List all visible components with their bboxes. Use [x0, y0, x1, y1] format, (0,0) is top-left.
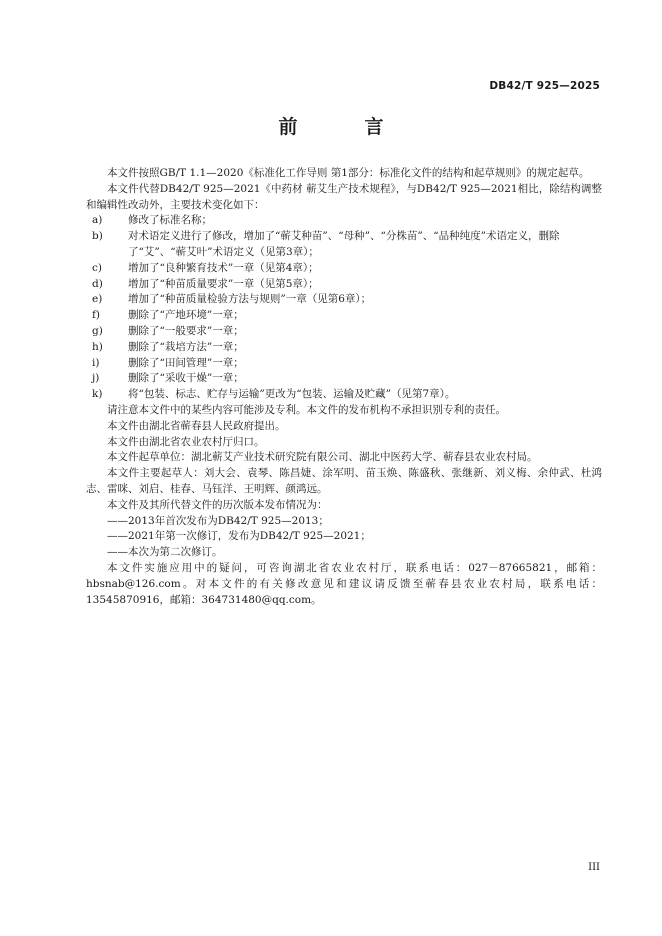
list-item-text: 增加了“种苗质量要求”一章（见第5章）；: [128, 277, 319, 290]
paragraph: 本文件及其所代替文件的历次版本发布情况为：: [107, 498, 328, 511]
foreword-body: [86, 166, 602, 608]
list-item-text: 删除了“一般要求”一章；: [128, 324, 244, 337]
list-marker: a): [92, 214, 103, 227]
list-marker: f): [92, 309, 100, 322]
page-title: 前 言: [278, 116, 408, 138]
document-code: DB42/T 925—2025: [489, 80, 600, 92]
list-item-text: 增加了“良种繁育技术”一章（见第4章）；: [128, 261, 319, 274]
list-item: [86, 356, 602, 372]
list-marker: h): [92, 340, 103, 353]
list-item: [86, 229, 602, 261]
list-marker: i): [92, 356, 100, 369]
list-item: [86, 213, 602, 229]
history-item: ——2021年第一次修订，发布为DB42/T 925—2021；: [107, 530, 371, 543]
list-item-text: 删除了“栽培方法”一章；: [128, 340, 244, 353]
paragraph: 请注意本文件中的某些内容可能涉及专利。本文件的发布机构不承担识别专利的责任。: [107, 403, 506, 416]
list-item: [86, 387, 602, 403]
list-item-text: 对术语定义进行了修改，增加了“蕲艾种苗”、“母种”、“分株苗”、“品种纯度”术语定义，删除了“艾”、“蕲艾叶”术语定义（见第3章）；: [128, 230, 560, 258]
list-marker: g): [92, 324, 103, 337]
paragraph: 本文件由湖北省农业农村厅归口。: [107, 435, 265, 448]
paragraph: 本文件主要起草人：刘大会、袁琴、陈昌婕、涂军明、苗玉焕、陈盛秋、张继新、刘义梅、余仲武、杜鸿志、雷咪、刘启、桂春、马钰洋、王明辉、颜鸿远。: [86, 467, 602, 495]
list-item-text: 删除了“采收干燥”一章；: [128, 372, 244, 385]
list-item: [86, 308, 602, 324]
list-item: [86, 261, 602, 277]
list-item-text: 删除了“产地环境”一章；: [128, 309, 244, 322]
list-item: [86, 277, 602, 293]
list-marker: k): [92, 388, 103, 401]
history-item: ——本次为第二次修订。: [107, 546, 223, 559]
list-item-text: 修改了标准名称；: [128, 214, 212, 227]
list-marker: j): [92, 372, 100, 385]
list-item-text: 删除了“田间管理”一章；: [128, 356, 244, 369]
page-number: III: [588, 862, 600, 873]
paragraph: 本文件由湖北省蕲春县人民政府提出。: [107, 419, 286, 432]
paragraph: 本文件按照GB/T 1.1—2020《标准化工作导则 第1部分：标准化文件的结构和起草规则》的规定起草。: [107, 167, 590, 179]
list-item-text: 将“包装、标志、贮存与运输”更改为“包装、运输及贮藏”（见第7章）。: [128, 388, 456, 401]
paragraph: 本文件代替DB42/T 925—2021《中药材 蕲艾生产技术规程》，与DB42/T 925—2021相比，除结构调整和编辑性改动外，主要技术变化如下：: [86, 182, 602, 211]
list-marker: b): [92, 230, 103, 243]
paragraph: 本文件起草单位：湖北蕲艾产业技术研究院有限公司、湖北中医药大学、蕲春县农业农村局。: [107, 451, 538, 464]
list-marker: d): [92, 277, 103, 290]
changes-list: [86, 213, 602, 403]
list-item: [86, 371, 602, 387]
list-item: [86, 324, 602, 340]
contact-paragraph: 本文件实施应用中的疑问，可咨询湖北省农业农村厅，联系电话：027－87665821，邮箱：hbsnab@126.com。对本文件的有关修改意见和建议请反馈至蕲春县农业农村局，联系电话：13545870916，邮箱：364731480@qq.com。: [86, 561, 602, 606]
list-marker: e): [92, 293, 103, 306]
history-item: ——2013年首次发布为DB42/T 925—2013；: [107, 514, 329, 527]
list-item-text: 增加了“种苗质量检验方法与规则”一章（见第6章）；: [128, 293, 372, 306]
list-marker: c): [92, 261, 102, 274]
list-item: [86, 340, 602, 356]
list-item: [86, 292, 602, 308]
